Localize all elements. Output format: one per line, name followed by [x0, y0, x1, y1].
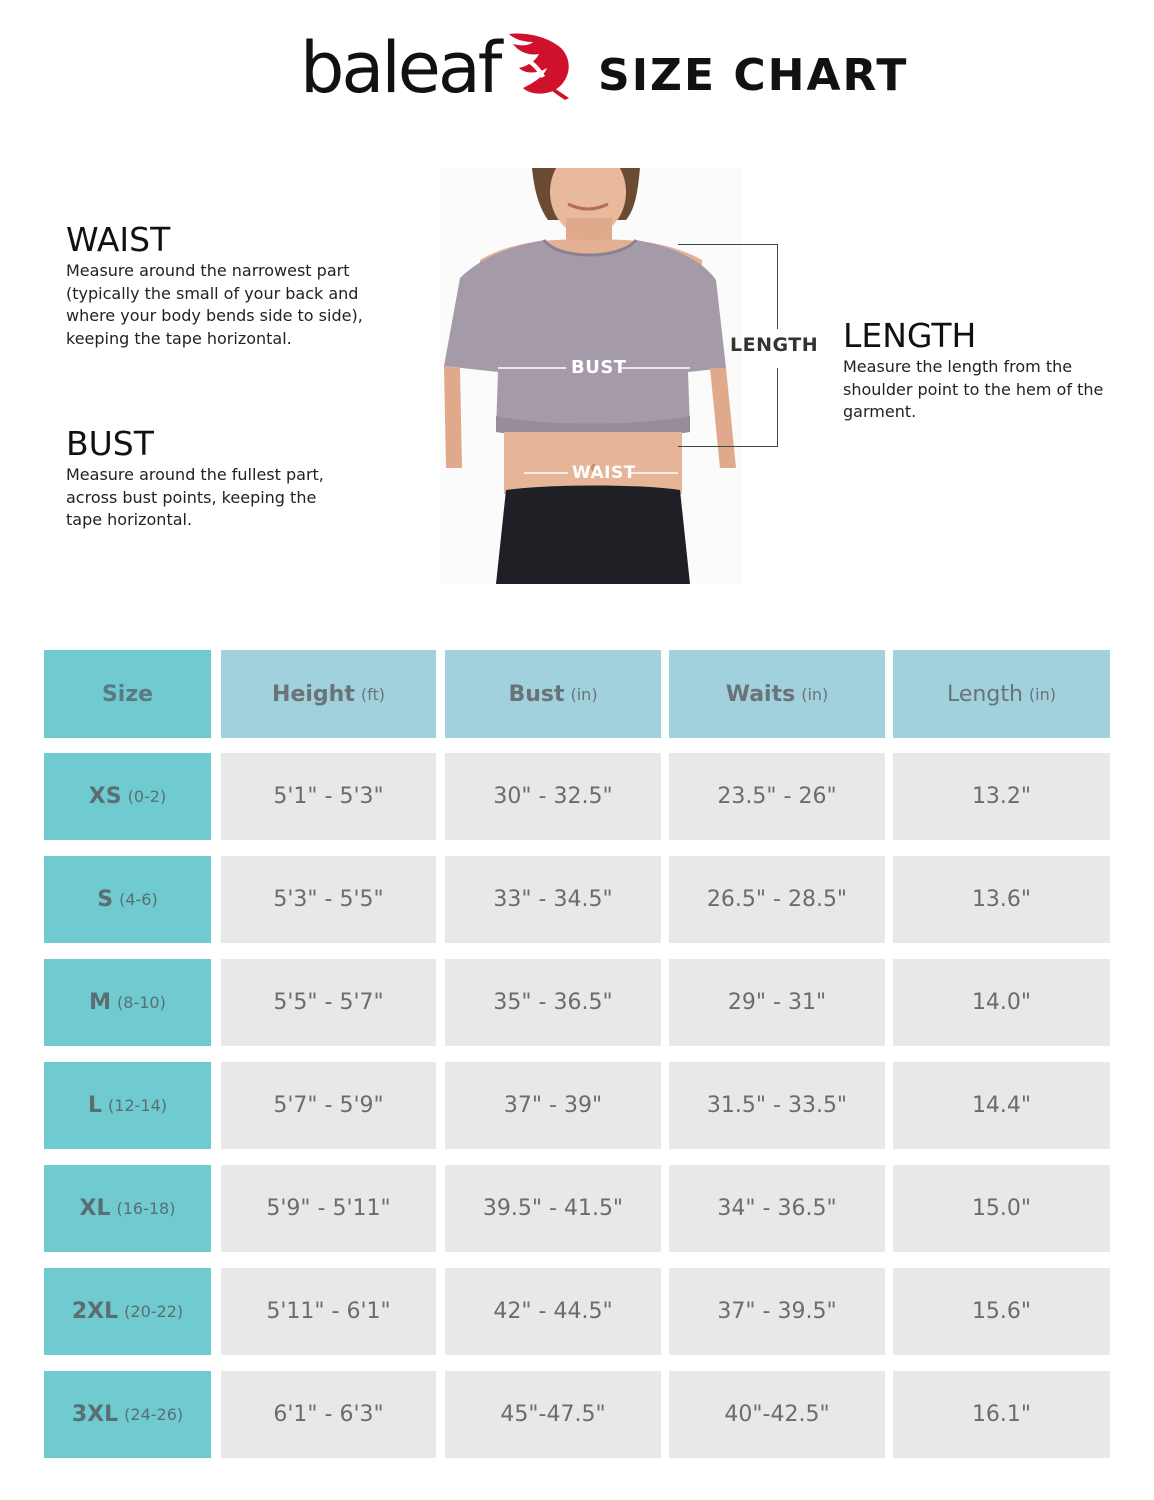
header-label: Height [272, 681, 355, 707]
length-cell: 16.1" [893, 1371, 1110, 1458]
size-range: (20-22) [124, 1302, 184, 1321]
size-range: (4-6) [119, 890, 158, 909]
size-label: L [87, 1093, 103, 1118]
length-line: Measure the length from the [843, 357, 1073, 376]
height-cell: 5'9" - 5'11" [221, 1165, 436, 1252]
size-cell [44, 856, 211, 943]
bust-cell: 33" - 34.5" [445, 856, 661, 943]
height-cell: 5'5" - 5'7" [221, 959, 436, 1046]
length-cell: 14.4" [893, 1062, 1110, 1149]
length-cell: 13.2" [893, 753, 1110, 840]
length-bracket-top [678, 244, 778, 245]
length-cell: 14.0" [893, 959, 1110, 1046]
header-unit: (ft) [360, 684, 385, 704]
size-range: (8-10) [117, 993, 166, 1012]
size-range: (24-26) [124, 1405, 184, 1424]
bust-line: Measure around the fullest part, [66, 465, 324, 484]
waist-cell: 37" - 39.5" [669, 1268, 885, 1355]
page-title: SIZE CHART [598, 50, 909, 101]
size-label: 2XL [71, 1299, 119, 1324]
model-figure [440, 168, 742, 584]
size-cell [44, 1268, 211, 1355]
length-cell: 15.0" [893, 1165, 1110, 1252]
bust-cell: 39.5" - 41.5" [445, 1165, 661, 1252]
length-cell: 15.6" [893, 1268, 1110, 1355]
length-line: garment. [843, 402, 917, 421]
size-cell [44, 959, 211, 1046]
size-label: S [97, 887, 114, 912]
bust-cell: 42" - 44.5" [445, 1268, 661, 1355]
waist-cell: 26.5" - 28.5" [669, 856, 885, 943]
waist-cell: 40"-42.5" [669, 1371, 885, 1458]
bust-cell: 37" - 39" [445, 1062, 661, 1149]
header-label: Length [947, 681, 1023, 707]
height-cell: 5'1" - 5'3" [221, 753, 436, 840]
size-label: 3XL [71, 1402, 119, 1427]
length-cell: 13.6" [893, 856, 1110, 943]
bust-cell: 45"-47.5" [445, 1371, 661, 1458]
waist-line: where your body bends side to side), [66, 306, 363, 325]
size-range: (0-2) [127, 787, 167, 806]
size-label: XL [79, 1196, 111, 1221]
length-line: shoulder point to the hem of the [843, 379, 1104, 399]
size-range: (12-14) [108, 1096, 167, 1115]
brand-name: baleaf [300, 27, 500, 109]
header-unit: (in) [1028, 684, 1056, 704]
waist-marker-label: WAIST [572, 463, 636, 483]
waist-line: Measure around the narrowest part [66, 261, 350, 280]
header-unit: (in) [801, 684, 829, 704]
waist-line: (typically the small of your back and [66, 283, 359, 303]
header-waist [669, 650, 885, 738]
header-label: Bust [508, 681, 565, 707]
length-heading: LENGTH [843, 316, 977, 355]
bust-cell: 30" - 32.5" [445, 753, 661, 840]
height-cell: 5'3" - 5'5" [221, 856, 436, 943]
header-size [44, 650, 211, 738]
size-range: (16-18) [116, 1199, 176, 1218]
bust-marker-label: BUST [571, 357, 627, 378]
size-cell [44, 753, 211, 840]
size-cell [44, 1371, 211, 1458]
header-label: Waits [725, 681, 796, 707]
height-cell: 5'7" - 5'9" [221, 1062, 436, 1149]
waist-cell: 31.5" - 33.5" [669, 1062, 885, 1149]
waist-text [66, 260, 386, 350]
height-cell: 5'11" - 6'1" [221, 1268, 436, 1355]
bust-text [66, 464, 386, 532]
length-bracket-bottom [678, 446, 778, 447]
header-unit: (in) [570, 684, 598, 704]
length-bracket-upper [777, 244, 778, 329]
bust-heading: BUST [66, 424, 154, 463]
length-description [843, 318, 1123, 424]
header [0, 28, 1154, 108]
bust-line: across bust points, keeping the [66, 487, 317, 507]
header-bust [445, 650, 661, 738]
size-cell [44, 1062, 211, 1149]
waist-heading: WAIST [66, 220, 171, 259]
bust-cell: 35" - 36.5" [445, 959, 661, 1046]
length-marker-label: LENGTH [730, 334, 819, 356]
waist-description [66, 222, 386, 350]
height-cell: 6'1" - 6'3" [221, 1371, 436, 1458]
waist-cell: 34" - 36.5" [669, 1165, 885, 1252]
size-label: XS [88, 784, 122, 809]
size-label: M [89, 990, 112, 1015]
header-length [893, 650, 1110, 738]
waist-cell: 29" - 31" [669, 959, 885, 1046]
size-cell [44, 1165, 211, 1252]
length-bracket-lower [777, 368, 778, 447]
header-height [221, 650, 436, 738]
bust-line: tape horizontal. [66, 510, 193, 529]
waist-cell: 23.5" - 26" [669, 753, 885, 840]
waist-line: keeping the tape horizontal. [66, 328, 292, 348]
bust-description [66, 426, 386, 532]
leaf-logo-icon [503, 30, 575, 100]
header-label: Size [101, 681, 154, 707]
length-text [843, 356, 1123, 424]
